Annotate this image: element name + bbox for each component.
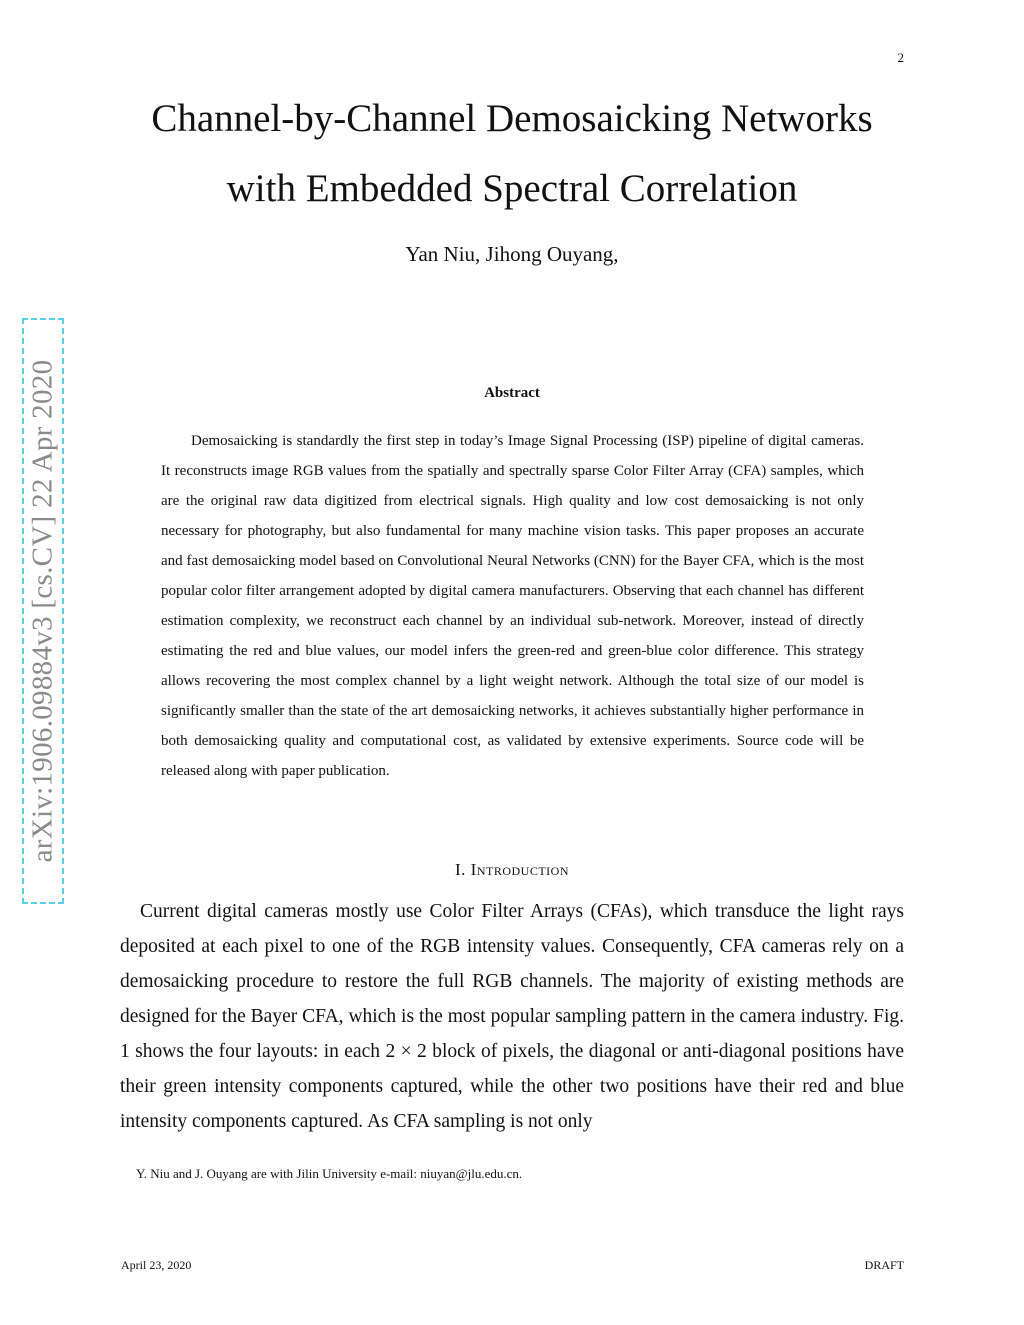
author-list: Yan Niu, Jihong Ouyang, <box>405 242 619 266</box>
title-line-1: Channel-by-Channel Demosaicking Networks <box>151 97 873 140</box>
abstract-text: Demosaicking is standardly the first step in today’s Image Signal Processing (ISP) pipeline of digital cameras. It reconstructs image RGB values from the spatially and spectrally sparse Color Filter Array (CFA) samples, which are the original raw data digitized from electrical signals. High quality and low cost demosaicking is not only necessary for photography, but also fundamental for many machine vision tasks. This paper proposes an accurate and fast demosaicking model based on Convolutional Neural Networks (CNN) for the Bayer CFA, which is the most popular color filter arrangement adopted by digital camera manufacturers. Observing that each channel has different estimation complexity, we reconstruct each channel by an individual sub-network. Moreover, instead of directly estimating the red and blue values, our model infers the green-red and green-blue color difference. This strategy allows recovering the most complex channel by a light weight network. Although the total size of our model is significantly smaller than the state of the art demosaicking networks, it achieves substantially higher performance in both demosaicking quality and computational cost, as validated by extensive experiments. Source code will be released along with paper publication. <box>161 433 864 779</box>
section-heading <box>120 860 904 880</box>
introduction-paragraph: Current digital cameras mostly use Color Filter Arrays (CFAs), which transduce the light rays deposited at each pixel to one of the RGB intensity values. Consequently, CFA cameras rely on a demosaicking procedure to restore the full RGB channels. The majority of existing methods are designed for the Bayer CFA, which is the most popular sampling pattern in the camera industry. Fig. 1 shows the four layouts: in each 2 × 2 block of pixels, the diagonal or anti-diagonal positions have their green intensity components captured, while the other two positions have their red and blue intensity components captured. As CFA sampling is not only <box>120 901 904 1132</box>
footer-date: April 23, 2020 <box>121 1258 192 1272</box>
abstract-heading: Abstract <box>484 385 540 401</box>
author-footnote: Y. Niu and J. Ouyang are with Jilin University e-mail: niuyan@jlu.edu.cn. <box>136 1166 523 1181</box>
section-number: I. <box>455 860 466 879</box>
page-number: 2 <box>897 50 904 65</box>
title-line-2: with Embedded Spectral Correlation <box>226 167 798 210</box>
footer-draft-label: DRAFT <box>864 1258 904 1272</box>
arxiv-identifier: arXiv:1906.09884v3 [cs.CV] 22 Apr 2020 <box>26 359 59 863</box>
paper-title <box>90 84 934 224</box>
section-title: Introduction <box>470 860 569 879</box>
